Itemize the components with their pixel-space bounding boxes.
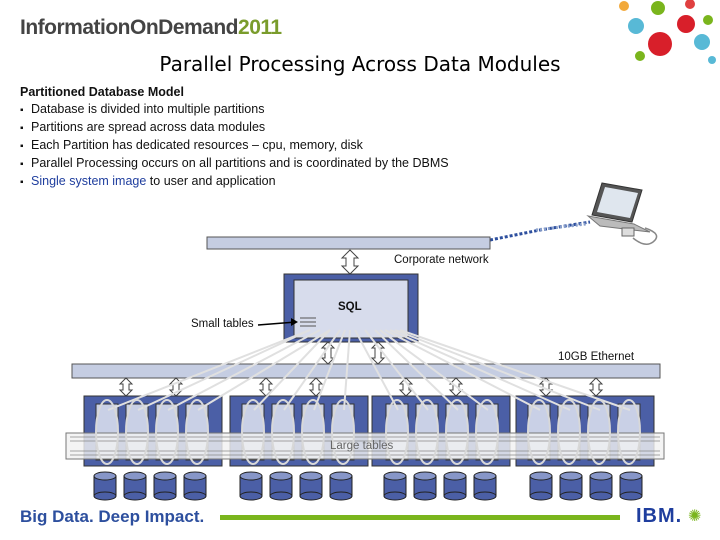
corporate-network-bar bbox=[207, 237, 490, 249]
bullet-item: ▪ Each Partition has dedicated resources – cpu, memory, disk bbox=[20, 137, 449, 155]
large-tables-label: Large tables bbox=[330, 440, 394, 452]
bullet-item: ▪ Partitions are spread across data modules bbox=[20, 119, 449, 137]
bullet-mark-icon: ▪ bbox=[20, 141, 24, 152]
content-heading: Partitioned Database Model bbox=[20, 85, 184, 99]
module-arrows bbox=[120, 378, 602, 396]
bullet-mark-icon: ▪ bbox=[20, 105, 24, 116]
bullet-item: ▪ Database is divided into multiple partitions bbox=[20, 101, 449, 119]
disk-icons bbox=[94, 472, 642, 500]
bullet-item: ▪ Parallel Processing occurs on all partitions and is coordinated by the DBMS bbox=[20, 155, 449, 173]
logo-main-text: InformationOnDemand bbox=[20, 16, 239, 39]
bullet-mark-icon: ▪ bbox=[20, 159, 24, 170]
ethernet-label: 10GB Ethernet bbox=[558, 351, 635, 363]
corporate-network-label: Corporate network bbox=[394, 254, 489, 266]
smarter-planet-icon: ✺ bbox=[688, 508, 702, 525]
small-tables-label: Small tables bbox=[191, 318, 254, 330]
footer-divider bbox=[220, 515, 620, 520]
bullet-mark-icon: ▪ bbox=[20, 177, 24, 188]
logo-year-text: 2011 bbox=[238, 16, 282, 39]
footer-tagline: Big Data. Deep Impact. bbox=[20, 507, 205, 526]
ibm-logo: IBM. bbox=[636, 505, 683, 527]
sql-label: SQL bbox=[338, 301, 362, 313]
bullet-item: ▪ Single system image to user and application bbox=[20, 173, 449, 191]
laptop-icon bbox=[588, 183, 657, 244]
network-arrow bbox=[342, 250, 358, 274]
coordinator-arrows bbox=[322, 342, 384, 364]
bullet-mark-icon: ▪ bbox=[20, 123, 24, 134]
ethernet-bar bbox=[72, 364, 660, 378]
single-system-image-text: Single system image bbox=[31, 174, 147, 188]
slide-title: Parallel Processing Across Data Modules bbox=[159, 52, 561, 76]
